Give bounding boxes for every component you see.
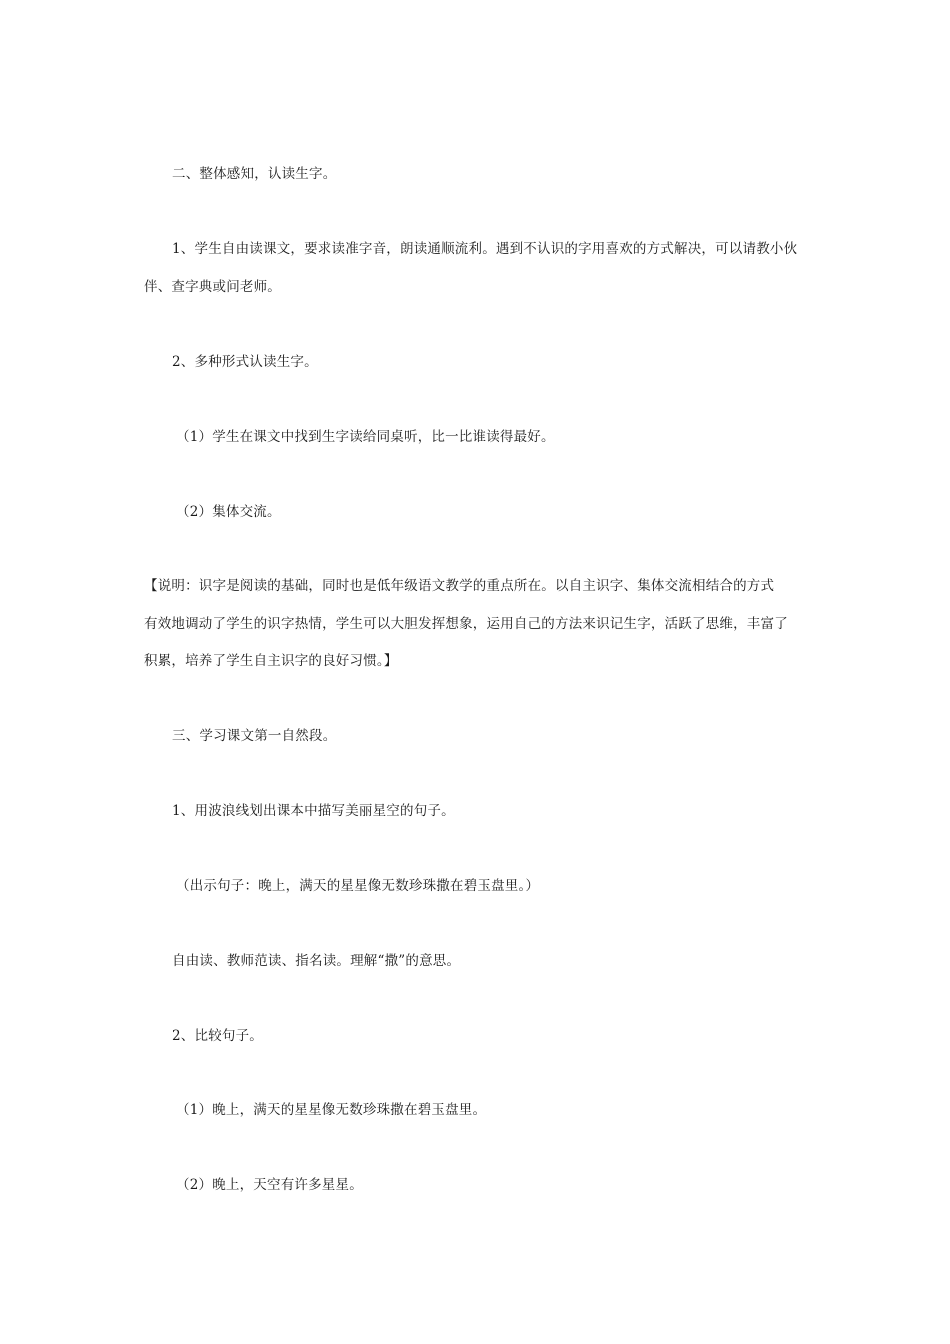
list-item-1-continuation: 伴、查字典或问老师。 (144, 279, 281, 295)
sub-item-2-2: （2）集体交流。 (176, 504, 281, 520)
section-heading-2: 二、整体感知，认读生字。 (172, 166, 337, 182)
note-line-1: 【说明：识字是阅读的基础，同时也是低年级语文教学的重点所在。以自主识字、集体交流相结合的方式 (144, 578, 775, 594)
note-line-2: 有效地调动了学生的识字热情，学生可以大胆发挥想象，运用自己的方法来识记生字，活跃了思维，丰富了 (144, 616, 788, 632)
section-heading-3: 三、学习课文第一自然段。 (172, 728, 337, 744)
note-line-3: 积累，培养了学生自主识字的良好习惯。】 (144, 653, 398, 669)
section3-sub-item-2: （2）晚上，天空有许多星星。 (176, 1177, 363, 1193)
section3-reading-instruction: 自由读、教师范读、指名读。理解“撒”的意思。 (172, 953, 461, 969)
list-item-2: 2、多种形式认读生字。 (172, 354, 318, 370)
list-item-1: 1、学生自由读课文，要求读准字音，朗读通顺流利。遇到不认识的字用喜欢的方式解决，可以请教小伙 (172, 241, 798, 257)
section3-example-sentence: （出示句子：晚上，满天的星星像无数珍珠撒在碧玉盘里。） (176, 878, 540, 894)
section3-list-item-1: 1、用波浪线划出课本中描写美丽星空的句子。 (172, 803, 455, 819)
section3-sub-item-1: （1）晚上，满天的星星像无数珍珠撒在碧玉盘里。 (176, 1102, 487, 1118)
sub-item-2-1: （1）学生在课文中找到生字读给同桌听，比一比谁读得最好。 (176, 429, 555, 445)
section3-list-item-2: 2、比较句子。 (172, 1028, 263, 1044)
